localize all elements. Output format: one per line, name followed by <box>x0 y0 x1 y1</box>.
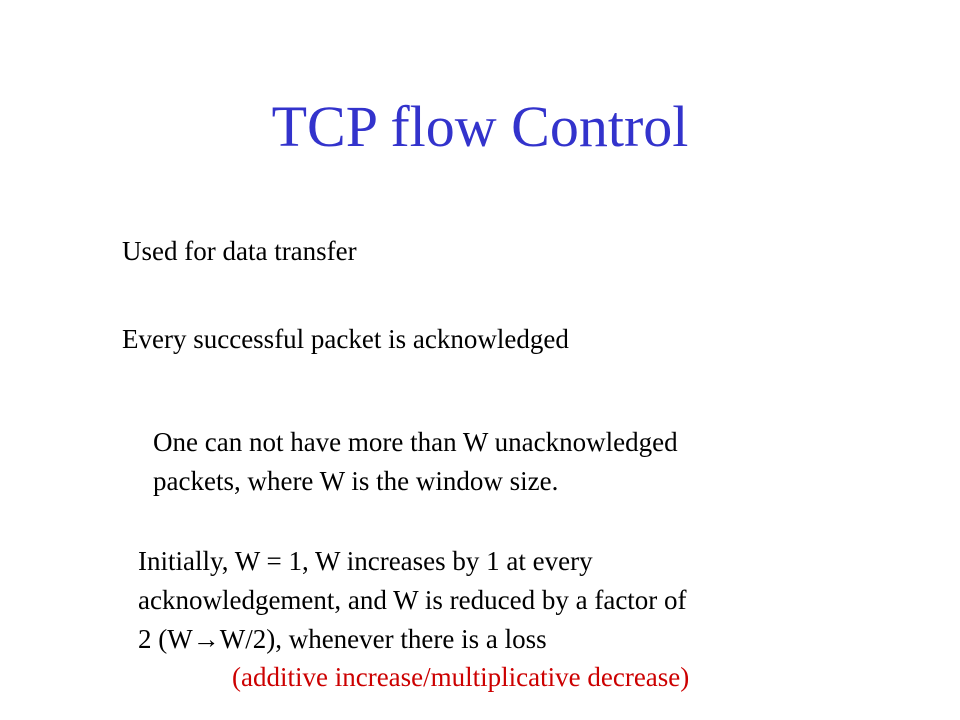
slide-title: TCP flow Control <box>271 94 689 159</box>
window-update-line-2: acknowledgement, and W is reduced by a factor of <box>138 585 687 615</box>
window-rule-line-2: packets, where W is the window size. <box>153 466 559 496</box>
window-update-line-3: 2 (W→W/2), whenever there is a loss <box>138 624 547 654</box>
aimd-note: (additive increase/multiplicative decrease) <box>232 662 690 692</box>
window-update-line-1: Initially, W = 1, W increases by 1 at every <box>138 546 593 576</box>
bullet-acknowledged: Every successful packet is acknowledged <box>122 324 569 354</box>
window-rule-line-1: One can not have more than W unacknowledged <box>153 427 678 457</box>
bullet-data-transfer: Used for data transfer <box>122 236 357 266</box>
